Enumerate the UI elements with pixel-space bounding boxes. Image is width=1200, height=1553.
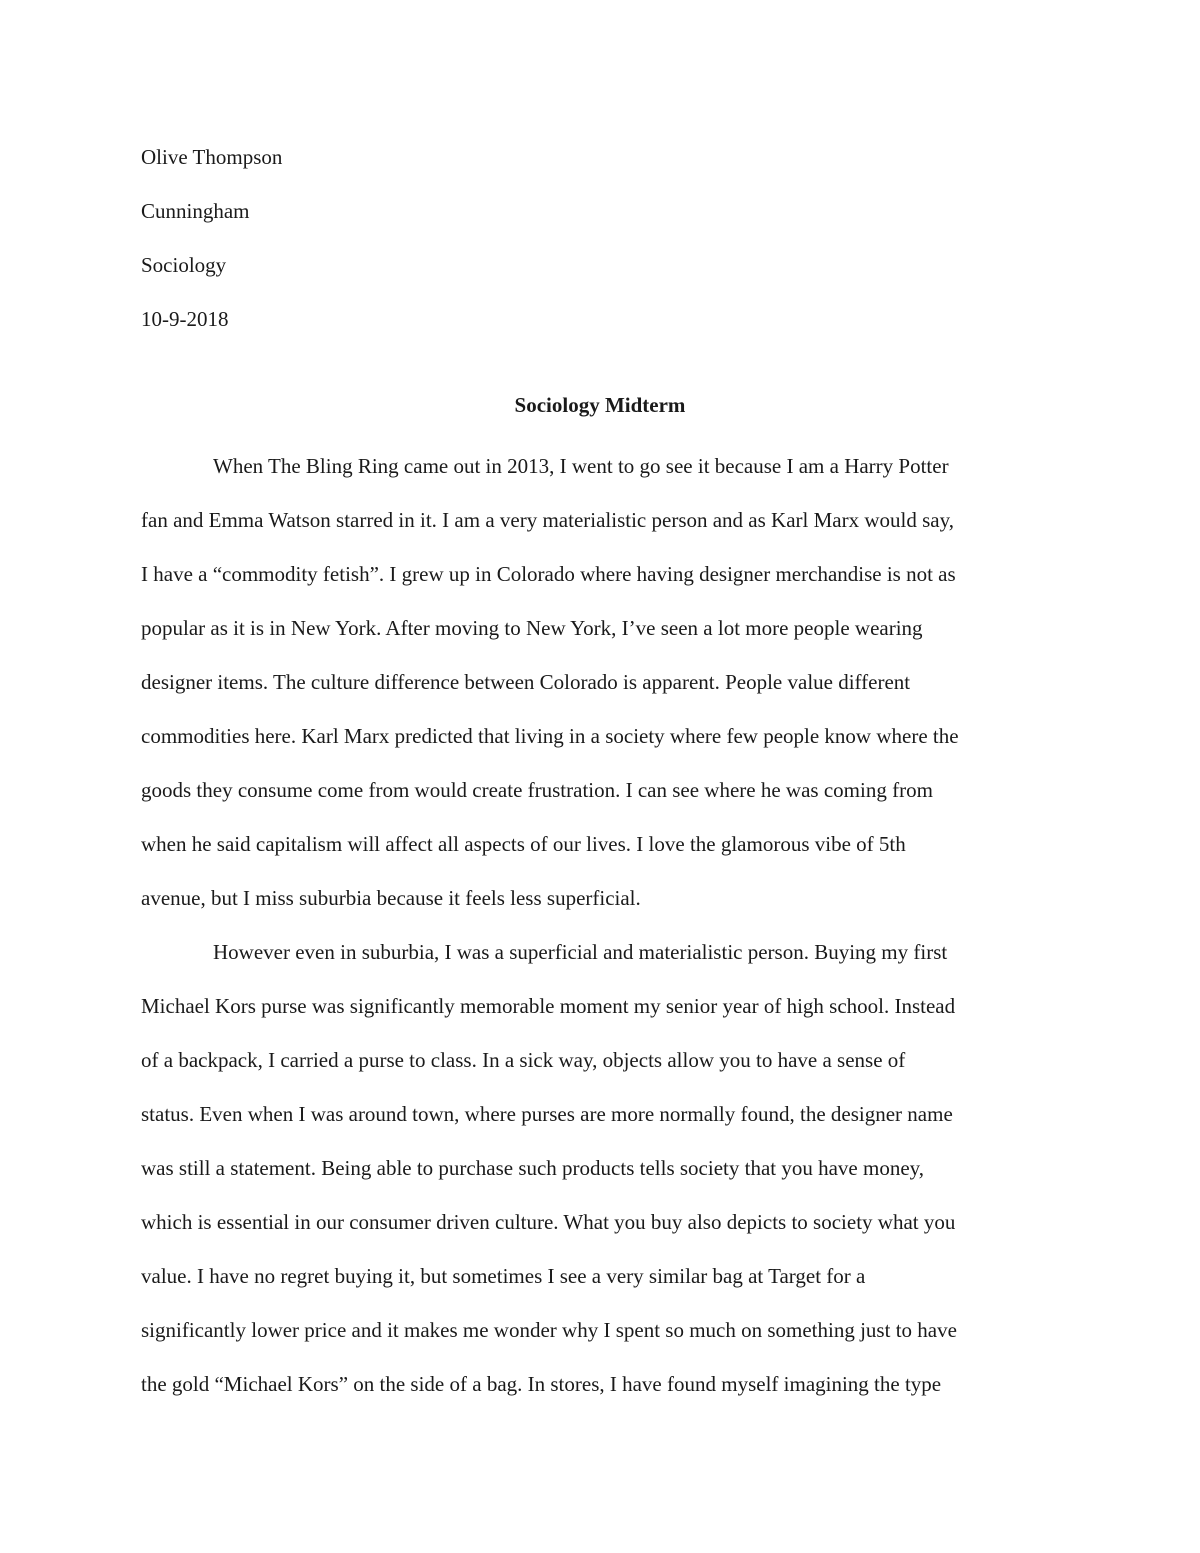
body-line: value. I have no regret buying it, but sometimes I see a very similar bag at Target for a [141, 1264, 866, 1288]
body-line: commodities here. Karl Marx predicted that living in a society where few people know where the [141, 724, 959, 748]
instructor-name: Cunningham [141, 199, 250, 223]
body-line: when he said capitalism will affect all aspects of our lives. I love the glamorous vibe of 5th [141, 832, 906, 856]
body-line: goods they consume come from would create frustration. I can see where he was coming from [141, 778, 933, 802]
document-title: Sociology Midterm [514, 393, 686, 417]
body-line: avenue, but I miss suburbia because it feels less superficial. [141, 886, 641, 910]
body-line: However even in suburbia, I was a superficial and materialistic person. Buying my first [213, 940, 948, 964]
body-line: designer items. The culture difference between Colorado is apparent. People value different [141, 670, 911, 694]
body-line: significantly lower price and it makes me wonder why I spent so much on something just to have [141, 1318, 957, 1342]
body-line: popular as it is in New York. After moving to New York, I’ve seen a lot more people wearing [141, 616, 923, 640]
body-line: I have a “commodity fetish”. I grew up in Colorado where having designer merchandise is not as [141, 562, 956, 586]
body-line: of a backpack, I carried a purse to class. In a sick way, objects allow you to have a sense of [141, 1048, 906, 1072]
date: 10-9-2018 [141, 307, 229, 331]
body-line: was still a statement. Being able to purchase such products tells society that you have money, [141, 1156, 925, 1180]
body-line: the gold “Michael Kors” on the side of a bag. In stores, I have found myself imagining the type [141, 1372, 942, 1396]
body-line: Michael Kors purse was significantly memorable moment my senior year of high school. Instead [141, 994, 956, 1018]
body-line: When The Bling Ring came out in 2013, I went to go see it because I am a Harry Potter [213, 454, 949, 478]
student-header [141, 140, 282, 356]
body-line: status. Even when I was around town, where purses are more normally found, the designer name [141, 1102, 953, 1126]
course-name: Sociology [141, 253, 227, 277]
body-line: fan and Emma Watson starred in it. I am a very materialistic person and as Karl Marx would say, [141, 508, 954, 532]
body-line: which is essential in our consumer driven culture. What you buy also depicts to society what you [141, 1210, 956, 1234]
student-name: Olive Thompson [141, 145, 283, 169]
